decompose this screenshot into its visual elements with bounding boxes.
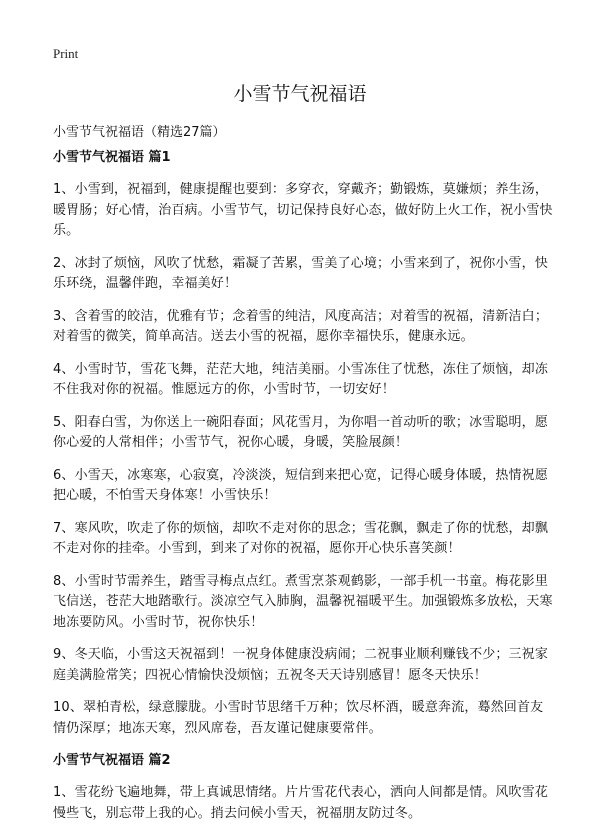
section-1 bbox=[53, 148, 553, 739]
paragraph: 10、翠柏青松，绿意朦胧。小雪时节思绪千万种；饮尽杯酒，暖意奔流，蓦然回首友情仍深厚；地冻天寒，烈风席卷，吾友谨记健康要常伴。 bbox=[53, 700, 544, 736]
paragraph: 2、冰封了烦恼，风吹了忧愁，霜凝了苦累，雪美了心境；小雪来到了，祝你小雪，快乐环绕，温馨伴跑，幸福美好！ bbox=[53, 255, 548, 291]
paragraph: 7、寒风吹，吹走了你的烦恼，却吹不走对你的思念；雪花飘，飘走了你的忧愁，却飘不走对你的挂牵。小雪到，到来了对你的祝福，愿你开心快乐喜笑颜！ bbox=[53, 520, 548, 556]
section-heading: 小雪节气祝福语 篇2 bbox=[53, 753, 171, 768]
document-title: 小雪节气祝福语 bbox=[233, 83, 367, 105]
paragraph: 4、小雪时节，雪花飞舞，茫茫大地，纯洁美丽。小雪冻住了忧愁，冻住了烦恼，却冻不住我对你的祝福。惟愿远方的你，小雪时节，一切安好！ bbox=[53, 361, 548, 397]
section-heading: 小雪节气祝福语 篇1 bbox=[53, 150, 171, 165]
paragraph: 8、小雪时节需养生，踏雪寻梅点点红。煮雪烹茶观鹤影，一部手机一书童。梅花影里飞信送，苍茫大地踏歌行。淡凉空气入肺胸，温馨祝福暖平生。加强锻炼多放松，天寒地冻要防风。小雪时节，祝你快乐！ bbox=[53, 573, 553, 630]
paragraph: 5、阳春白雪，为你送上一碗阳春面；风花雪月，为你唱一首动听的歌；冰雪聪明，愿你心爱的人常相伴；小雪节气，祝你心暖，身暖，笑脸展颜！ bbox=[53, 414, 548, 450]
paragraph: 1、雪花纷飞遍地舞，带上真诚思情绪。片片雪花代表心，洒向人间都是情。风吹雪花慢些飞，别忘带上我的心。捎去问候小雪天，祝福朋友防过冬。 bbox=[53, 785, 548, 821]
print-link[interactable]: Print bbox=[53, 46, 79, 61]
section-2 bbox=[53, 751, 553, 824]
paragraph: 1、小雪到，祝福到，健康提醒也要到：多穿衣，穿戴齐；勤锻炼，莫嫌烦；养生汤，暖胃肠；好心情，治百病。小雪节气，切记保持良好心态，做好防上火工作，祝小雪快乐。 bbox=[53, 182, 553, 238]
paragraph: 6、小雪天，冰寒寒，心寂寞，冷淡淡，短信到来把心宽，记得心暖身体暖，热情祝愿把心暖，不怕雪天身体寒！小雪快乐！ bbox=[53, 467, 548, 503]
paragraph: 3、含着雪的皎洁，优雅有节；念着雪的纯洁，风度高洁；对着雪的祝福，清新洁白；对着雪的微笑，简单高洁。送去小雪的祝福，愿你幸福快乐，健康永远。 bbox=[53, 308, 548, 344]
paragraph: 9、冬天临，小雪这天祝福到！一祝身体健康没病闹；二祝事业顺利赚钱不少；三祝家庭美满脸常笑；四祝心情愉快没烦恼；五祝冬天天诗别感冒！愿冬天快乐！ bbox=[53, 647, 548, 683]
document-subtitle: 小雪节气祝福语（精选27篇） bbox=[53, 125, 226, 140]
document-content bbox=[53, 148, 553, 836]
